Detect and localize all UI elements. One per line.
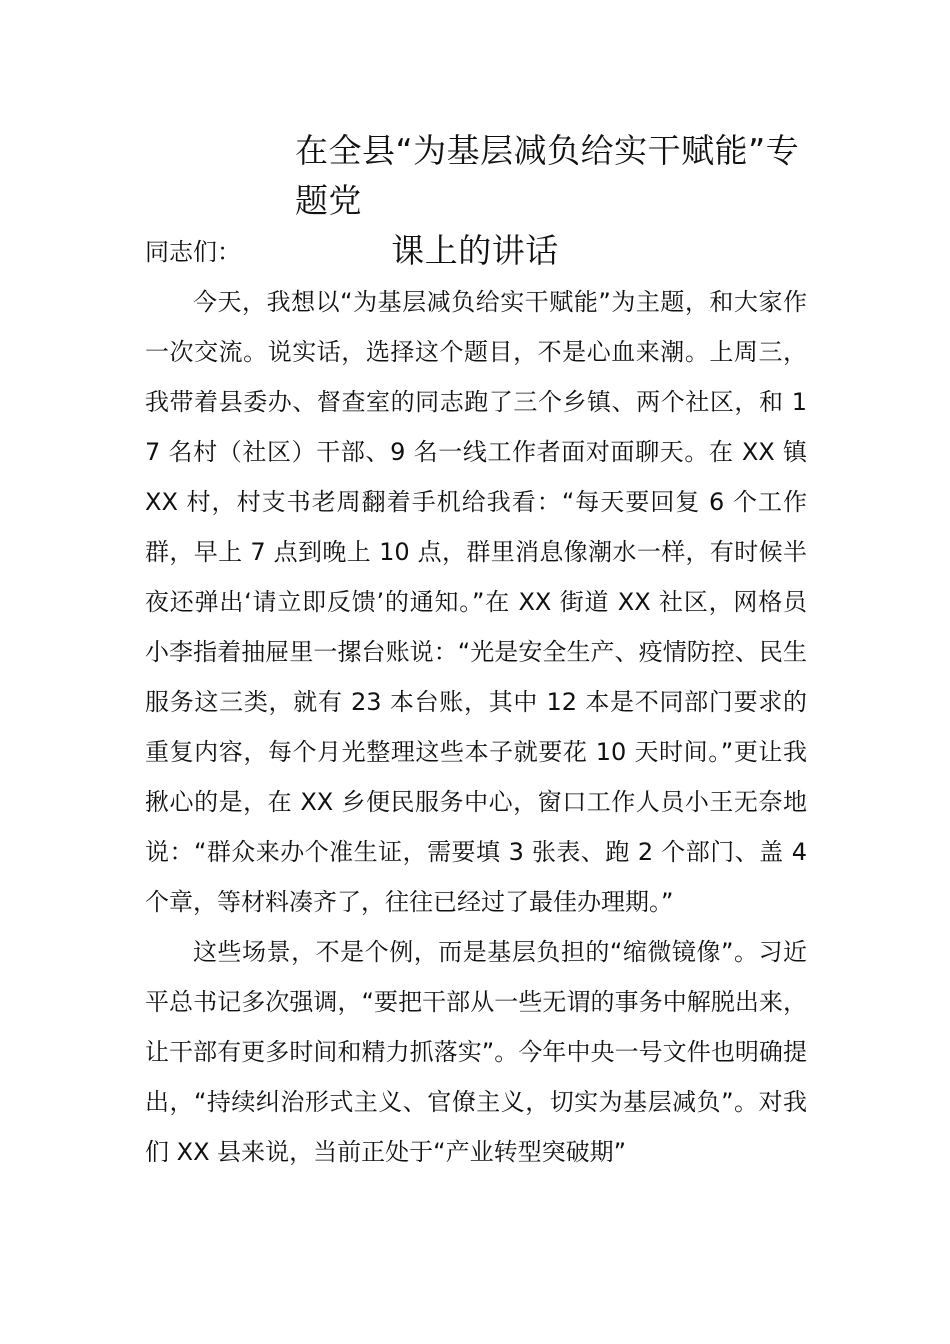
document-body — [145, 227, 807, 1177]
title-line-1: 在全县“为基层减负给实干赋能”专题党 — [295, 131, 800, 220]
title-line-2: 课上的讲话 — [391, 231, 559, 270]
paragraph-2: 这些场景，不是个例，而是基层负担的“缩微镜像”。习近平总书记多次强调，“要把干部从一些无谓的事务中解脱出来，让干部有更多时间和精力抓落实”。今年中央一号文件也明确提出，“持续纠治形式主义、官僚主义，切实为基层减负”。对我们 XX 县来说，当前正处于“产业转型突破期” — [145, 938, 807, 1166]
paragraph-1: 今天，我想以“为基层减负给实干赋能”为主题，和大家作一次交流。说实话，选择这个题目，不是心血来潮。上周三，我带着县委办、督查室的同志跑了三个乡镇、两个社区，和 17 名村（社区）干部、9 名一线工作者面对面聊天。在 XX 镇 XX 村，村支书老周翻着手机给我看：“每天要回复 6 个工作群，早上 7 点到晚上 10 点，群里消息像潮水一样，有时候半夜还弹出‘请立即反馈’的通知。”在 XX 街道 XX 社区，网格员小李指着抽屉里一摞台账说：“光是安全生产、疫情防控、民生服务这三类，就有 23 本台账，其中 12 本是不同部门要求的重复内容，每个月光整理这些本子就要花 10 天时间。”更让我揪心的是，在 XX 乡便民服务中心，窗口工作人员小王无奈地说：“群众来办个准生证，需要填 3 张表、跑 2 个部门、盖 4 个章，等材料凑齐了，往往已经过了最佳办理期。” — [145, 288, 807, 916]
salutation: 同志们： — [145, 238, 241, 266]
